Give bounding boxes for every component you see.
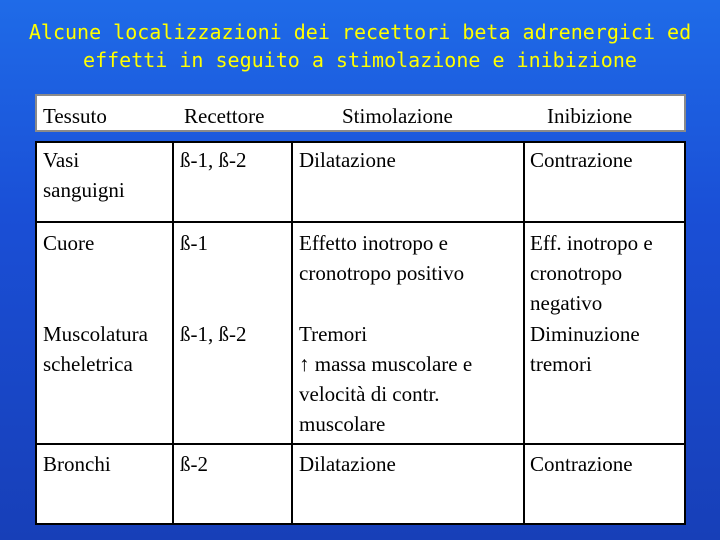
cell-line: velocità di contr. — [299, 382, 440, 406]
cell-line: tremori — [530, 352, 592, 376]
header-inibizione: Inibizione — [547, 104, 633, 128]
slide-title-line-2: effetti in seguito a stimolazione e inibizione — [83, 48, 637, 72]
table-row-muscolatura-stimolazione — [299, 319, 472, 439]
row-divider — [37, 443, 684, 445]
cell-line: Effetto inotropo e — [299, 231, 448, 255]
receptor-table — [35, 141, 686, 525]
cell-line: Vasi — [43, 148, 80, 172]
table-row-cuore-tessuto — [43, 228, 94, 258]
slide-title — [0, 18, 720, 74]
table-row-vasi-recettore — [180, 145, 247, 175]
cell-line: Contrazione — [530, 148, 633, 172]
cell-line: Diminuzione — [530, 322, 640, 346]
cell-line: Contrazione — [530, 452, 633, 476]
cell-line: Eff. inotropo e — [530, 231, 653, 255]
cell-line: cronotropo positivo — [299, 261, 465, 285]
table-row-cuore-inibizione — [530, 228, 653, 318]
column-divider — [172, 143, 174, 523]
cell-line: cronotropo — [530, 261, 623, 285]
cell-line: Cuore — [43, 231, 95, 255]
column-divider — [291, 143, 293, 523]
table-row-muscolatura-tessuto — [43, 319, 148, 379]
header-recettore: Recettore — [184, 104, 265, 128]
slide-title-line-1: Alcune localizzazioni dei recettori beta adrenergici ed — [28, 20, 692, 44]
cell-line: Muscolatura — [43, 322, 148, 346]
table-row-bronchi-recettore — [180, 449, 208, 479]
cell-line: negativo — [530, 291, 603, 315]
cell-line: scheletrica — [43, 352, 133, 376]
cell-line: sanguigni — [43, 178, 125, 202]
header-stimolazione: Stimolazione — [342, 104, 453, 128]
cell-line: ↑ massa muscolare e — [299, 352, 473, 376]
table-row-vasi-inibizione — [530, 145, 633, 175]
cell-line: Dilatazione — [299, 452, 396, 476]
table-row-cuore-recettore — [180, 228, 208, 258]
cell-line: Bronchi — [43, 452, 111, 476]
cell-line: ß-1, ß-2 — [180, 322, 247, 346]
cell-line: ß-1, ß-2 — [180, 148, 247, 172]
table-row-bronchi-inibizione — [530, 449, 633, 479]
header-tessuto: Tessuto — [43, 104, 107, 128]
table-row-cuore-stimolazione — [299, 228, 464, 288]
column-divider — [523, 143, 525, 523]
cell-line: ß-1 — [180, 231, 208, 255]
table-header — [35, 94, 686, 132]
cell-line: ß-2 — [180, 452, 208, 476]
cell-line: Tremori — [299, 322, 368, 346]
cell-line: Dilatazione — [299, 148, 396, 172]
table-row-muscolatura-recettore — [180, 319, 247, 349]
table-row-vasi-tessuto — [43, 145, 125, 205]
table-row-bronchi-stimolazione — [299, 449, 396, 479]
row-divider — [37, 221, 684, 223]
table-row-muscolatura-inibizione — [530, 319, 640, 379]
cell-line: muscolare — [299, 412, 386, 436]
table-row-bronchi-tessuto — [43, 449, 111, 479]
table-row-vasi-stimolazione — [299, 145, 396, 175]
